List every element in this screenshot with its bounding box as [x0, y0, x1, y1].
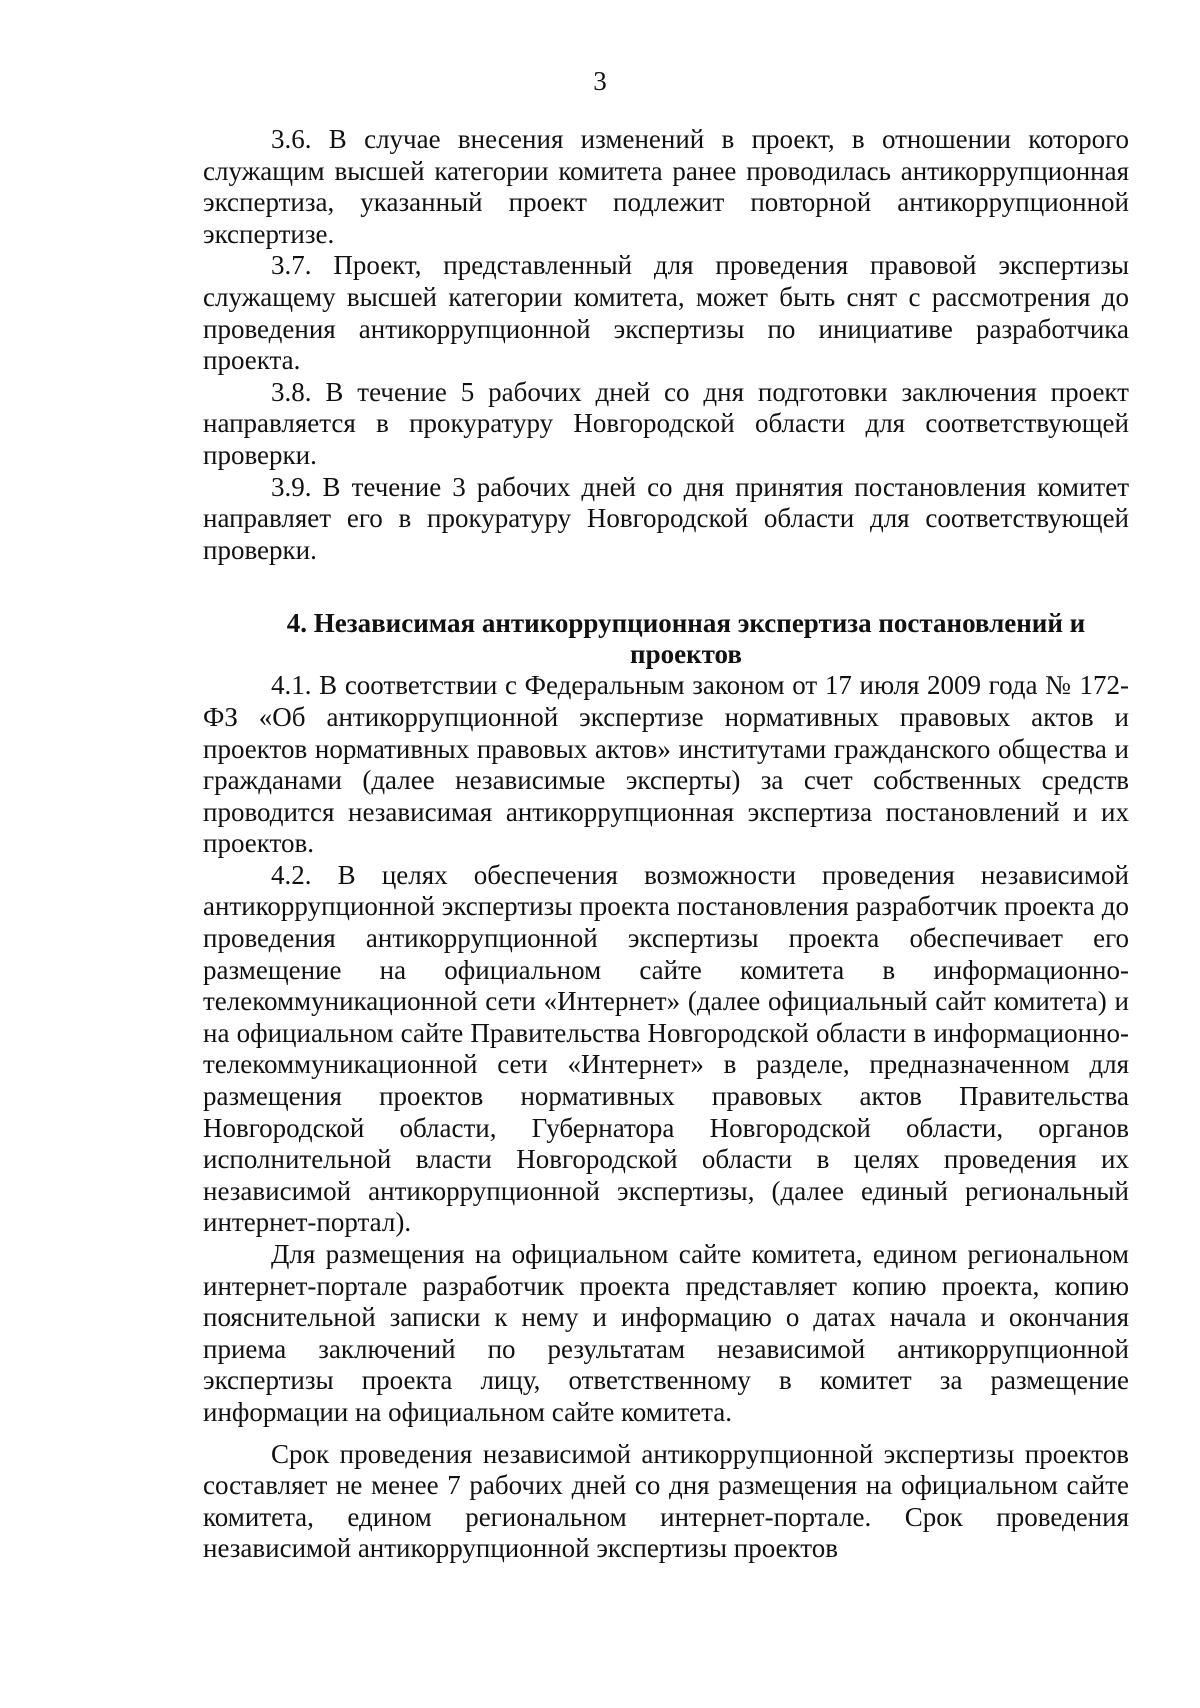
paragraph-4-2-term: Срок проведения независимой антикоррупционной экспертизы проектов составляет не менее 7 рабочих дней со дня размещения на официальном сайте комитета, едином региональном интернет-портале. Срок проведения независимой антикоррупционной экспертизы проектов	[203, 1438, 1129, 1564]
paragraph-3-7: 3.7. Проект, представленный для проведения правовой экспертизы служащему высшей категории комитета, может быть снят с рассмотрения до проведения антикоррупционной экспертизы по инициативе разработчика проекта.	[203, 250, 1129, 376]
document-body	[203, 124, 1129, 1565]
paragraph-4-1: 4.1. В соответствии с Федеральным законом от 17 июля 2009 года № 172-ФЗ «Об антикоррупционной экспертизе нормативных правовых актов и проектов нормативных правовых актов» институтами гражданского общества и гражданами (далее независимые эксперты) за счет собственных средств проводится независимая антикоррупционная экспертиза постановлений и их проектов.	[203, 670, 1129, 859]
page-number: 3	[593, 66, 607, 96]
paragraph-3-6: 3.6. В случае внесения изменений в проект, в отношении которого служащим высшей категории комитета ранее проводилась антикоррупционная экспертиза, указанный проект подлежит повторной антикоррупционной экспертизе.	[203, 124, 1129, 249]
section-4-heading: 4. Независимая антикоррупционная экспертиза постановлений и проектов	[286, 608, 1086, 670]
paragraph-4-2: 4.2. В целях обеспечения возможности проведения независимой антикоррупционной экспертизы проекта постановления разработчик проекта до проведения антикоррупционной экспертизы проекта обеспечивает его размещение на официальном сайте комитета в информационно-телекоммуникационной сети «Интернет» (далее официальный сайт комитета) и на официальном сайте Правительства Новгородской области в информационно-телекоммуникационной сети «Интернет» в разделе, предназначенном для размещения проектов нормативных правовых актов Правительства Новгородской области, Губернатора Новгородской области, органов исполнительной власти Новгородской области в целях проведения их независимой антикоррупционной экспертизы, (далее единый региональный интернет-портал).	[203, 859, 1129, 1238]
paragraph-3-8: 3.8. В течение 5 рабочих дней со дня подготовки заключения проект направляется в прокуратуру Новгородской области для соответствующей проверки.	[203, 376, 1129, 470]
paragraph-3-9: 3.9. В течение 3 рабочих дней со дня принятия постановления комитет направляет его в прокуратуру Новгородской области для соответствующей проверки.	[203, 471, 1129, 565]
paragraph-4-2-placement: Для размещения на официальном сайте комитета, едином региональном интернет-портале разработчик проекта представляет копию проекта, копию пояснительной записки к нему и информацию о датах начала и окончания приема заключений по результатам независимой антикоррупционной экспертизы проекта лицу, ответственному в комитет за размещение информации на официальном сайте комитета.	[203, 1239, 1129, 1427]
